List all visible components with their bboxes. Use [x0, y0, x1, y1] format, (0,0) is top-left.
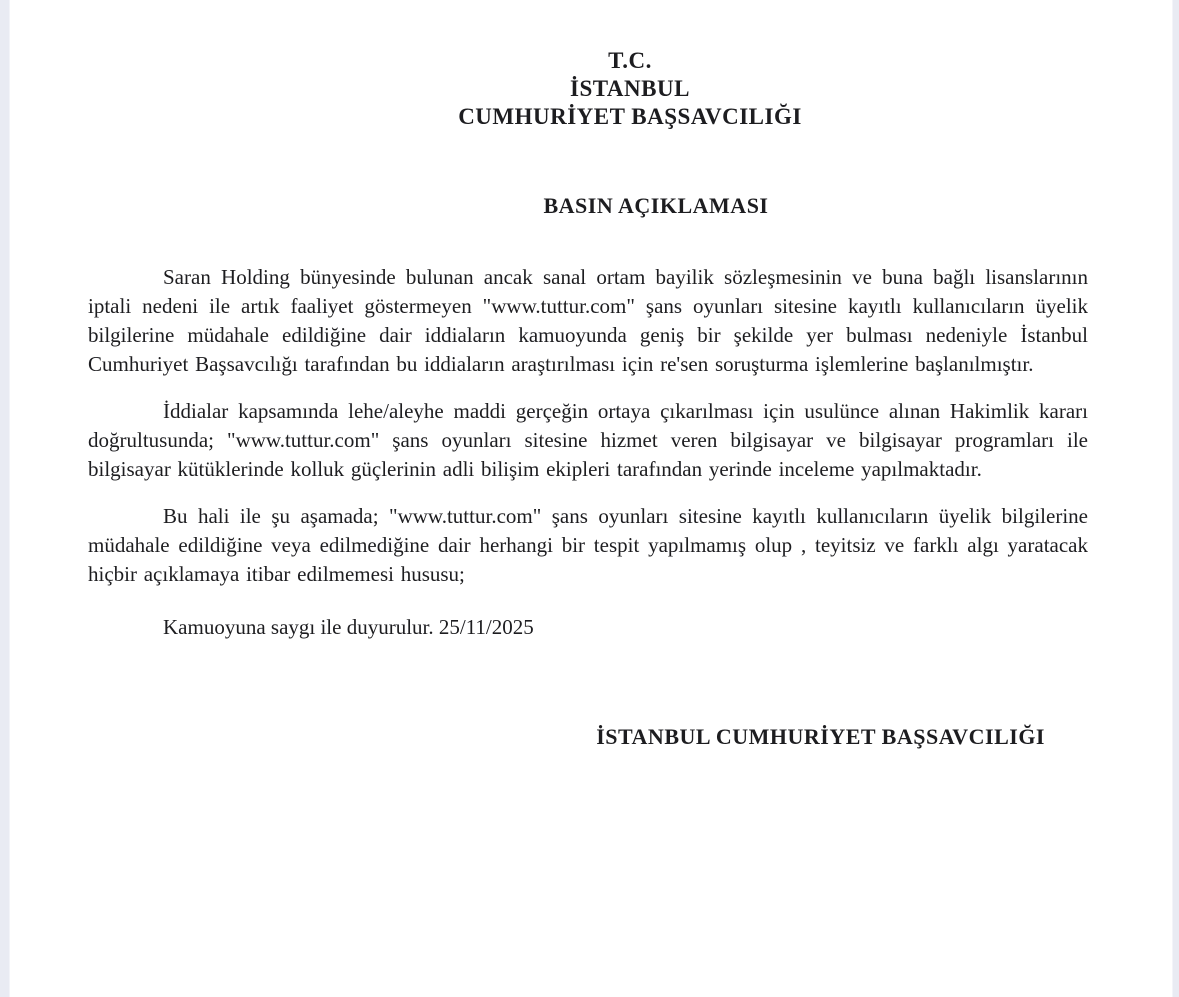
paragraph-forensic-examination: İddialar kapsamında lehe/aleyhe maddi gerçeğin ortaya çıkarılması için usulünce alınan Hakimlik kararı doğrultusunda; "www.tuttur.com" şans oyunları sitesine hizmet veren bilgisayar ve bilgisayar programları ile bilgisayar kütüklerinde kolluk güçlerinin adli bilişim ekipleri tarafından yerinde inceleme yapılmaktadır.	[88, 399, 1088, 481]
document-body	[88, 263, 1088, 589]
scan-edge-right	[1172, 0, 1179, 997]
letterhead-office: CUMHURİYET BAŞSAVCILIĞI	[458, 104, 802, 129]
scan-edge-left	[0, 0, 10, 997]
document-title: BASIN AÇIKLAMASI	[543, 193, 769, 218]
letterhead	[130, 47, 1130, 131]
closing-statement: Kamuoyuna saygı ile duyurulur. 25/11/2025	[163, 615, 534, 639]
signature-office: İSTANBUL CUMHURİYET BAŞSAVCILIĞI	[596, 724, 1045, 749]
letterhead-city: İSTANBUL	[570, 76, 690, 101]
paragraph-investigation-start: Saran Holding bünyesinde bulunan ancak sanal ortam bayilik sözleşmesinin ve buna bağlı lisanslarının iptali nedeni ile artık faaliyet göstermeyen "www.tuttur.com" şans oyunları sitesine kayıtlı kullanıcıların üyelik bilgilerine müdahale edildiğine dair iddiaların kamuoyunda geniş bir şekilde yer bulması nedeniyle İstanbul Cumhuriyet Başsavcılığı tarafından bu iddiaların araştırılması için re'sen soruşturma işlemlerine başlanılmıştır.	[88, 265, 1088, 376]
paragraph-no-findings: Bu hali ile şu aşamada; "www.tuttur.com" şans oyunları sitesine kayıtlı kullanıcıların üyelik bilgilerine müdahale edildiğine veya edilmediğine dair herhangi bir tespit yapılmamış olup , teyitsiz ve farklı algı yaratacak hiçbir açıklamaya itibar edilmemesi hususu;	[88, 504, 1088, 586]
letterhead-republic: T.C.	[608, 48, 652, 73]
press-release-document	[88, 47, 1088, 750]
